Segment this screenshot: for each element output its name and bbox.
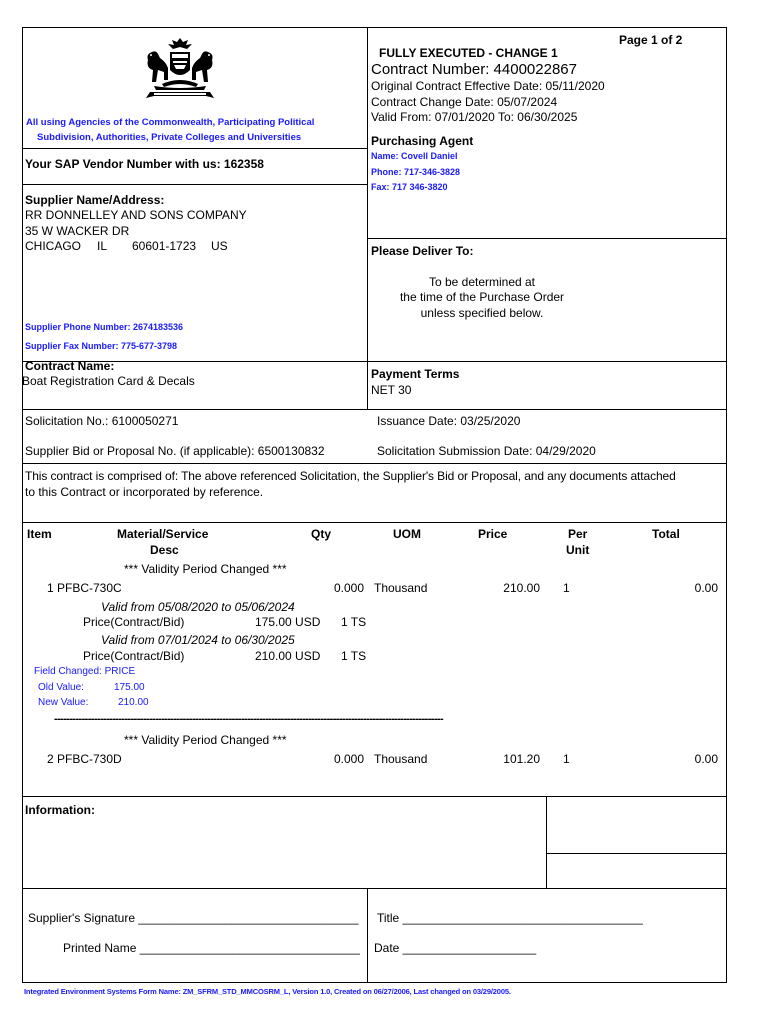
item-2-qty: 0.000	[334, 752, 365, 766]
item-separator: -------------------------------------------------------------------------------------------------------------------------------	[54, 713, 444, 725]
valid-period: Valid From: 07/01/2020 To: 06/30/2025	[371, 110, 578, 124]
deliver-line-1: To be determined at	[428, 275, 536, 289]
header-material: Material/Service	[117, 527, 209, 541]
item-2-price: 101.20	[503, 752, 540, 766]
information-heading: Information:	[25, 803, 95, 817]
item-1-period-2-amount: 210.00 USD	[255, 649, 321, 663]
rule-info-right	[546, 853, 727, 854]
supplier-street: 35 W WACKER DR	[25, 224, 130, 238]
item-2-per: 1	[563, 752, 570, 766]
item-1-price: 210.00	[503, 581, 540, 595]
frame-bottom	[22, 982, 727, 983]
rule-right-agent	[367, 238, 727, 239]
bid-proposal-number: Supplier Bid or Proposal No. (if applicable): 6500130832	[25, 444, 325, 458]
rule-solicitation	[22, 409, 727, 410]
deliver-to-heading: Please Deliver To:	[371, 244, 474, 258]
item-1-period-2-label: Price(Contract/Bid)	[83, 649, 185, 663]
item-1-new-value: 210.00	[118, 697, 149, 708]
issuance-date: Issuance Date: 03/25/2020	[377, 414, 521, 428]
supplier-zip: 60601-1723	[132, 239, 197, 253]
item-1-period-1-label: Price(Contract/Bid)	[83, 615, 185, 629]
purchasing-agent-heading: Purchasing Agent	[371, 134, 474, 148]
deliver-line-2: the time of the Purchase Order	[399, 290, 565, 304]
header-total: Total	[652, 527, 680, 541]
commonwealth-seal-icon	[140, 36, 220, 104]
item-1-new-label: New Value:	[38, 697, 89, 708]
agencies-line-2: Subdivision, Authorities, Private Colleges and Universities	[37, 132, 302, 143]
supplier-heading: Supplier Name/Address:	[25, 193, 165, 207]
item-1-old-value: 175.00	[114, 682, 145, 693]
rule-comprised	[22, 463, 727, 464]
title-line: Title ____________________________________	[377, 911, 643, 925]
supplier-phone: Supplier Phone Number: 2674183536	[25, 322, 184, 332]
item-1-period-2-valid: Valid from 07/01/2024 to 06/30/2025	[101, 633, 295, 647]
item-1-field-changed: Field Changed: PRICE	[34, 666, 136, 677]
item-2-total: 0.00	[694, 752, 718, 766]
supplier-signature-line: Supplier's Signature _________________________________	[28, 911, 359, 925]
supplier-city: CHICAGO	[25, 239, 82, 253]
rule-info	[22, 796, 727, 797]
date-line: Date ____________________	[374, 941, 537, 955]
header-price: Price	[478, 527, 508, 541]
frame-right	[726, 27, 727, 983]
contract-change-date: Contract Change Date: 05/07/2024	[371, 95, 558, 109]
payment-terms-heading: Payment Terms	[371, 367, 460, 381]
divider-info	[546, 796, 547, 889]
item-1-total: 0.00	[694, 581, 718, 595]
frame-top	[22, 27, 727, 28]
supplier-name: RR DONNELLEY AND SONS COMPANY	[25, 208, 247, 222]
frame-left	[22, 27, 23, 983]
item-1-qty: 0.000	[334, 581, 365, 595]
item-1-uom: Thousand	[374, 581, 428, 595]
divider-upper-mid	[367, 27, 368, 409]
rule-left-vendor	[22, 184, 368, 185]
item-2-line: 2 PFBC-730D	[47, 752, 122, 766]
printed-name-line: Printed Name _________________________________	[63, 941, 360, 955]
item-2-validity: *** Validity Period Changed ***	[124, 733, 287, 747]
item-1-line: 1 PFBC-730C	[47, 581, 122, 595]
item-1-period-1-amount: 175.00 USD	[255, 615, 321, 629]
item-1-period-1-unit: 1 TS	[341, 615, 367, 629]
item-1-per: 1	[563, 581, 570, 595]
form-footer: Integrated Environment Systems Form Name: ZM_SFRM_STD_MMCOSRM_L, Version 1.0, Created on 06/27/2006, Last changed on 03/29/2005.	[24, 987, 511, 996]
supplier-state: IL	[97, 239, 108, 253]
divider-signatures	[367, 888, 368, 983]
rule-contract-name	[22, 361, 727, 362]
solicitation-number: Solicitation No.: 6100050271	[25, 414, 179, 428]
agencies-line-1: All using Agencies of the Commonwealth, Participating Political	[26, 117, 315, 128]
header-uom: UOM	[393, 527, 421, 541]
item-1-period-2-unit: 1 TS	[341, 649, 367, 663]
contract-number: Contract Number: 4400022867	[371, 61, 577, 78]
comprised-line-2: to this Contract or incorporated by reference.	[25, 485, 264, 499]
header-qty: Qty	[311, 527, 332, 541]
supplier-fax: Supplier Fax Number: 775-677-3798	[25, 341, 178, 351]
submission-date: Solicitation Submission Date: 04/29/2020	[377, 444, 596, 458]
execution-status: FULLY EXECUTED - CHANGE 1	[379, 46, 558, 60]
deliver-line-3: unless specified below.	[420, 306, 544, 320]
header-item: Item	[27, 527, 52, 541]
agent-phone: Phone: 717-346-3828	[371, 167, 461, 177]
comprised-line-1: This contract is comprised of: The above referenced Solicitation, the Supplier's Bid or Proposal, and any documents attached	[25, 469, 676, 483]
contract-name-heading: Contract Name:	[25, 359, 115, 373]
header-desc: Desc	[150, 543, 179, 557]
item-1-validity: *** Validity Period Changed ***	[124, 562, 287, 576]
item-1-old-label: Old Value:	[38, 682, 84, 693]
agent-fax: Fax: 717 346-3820	[371, 182, 448, 192]
header-unit: Unit	[566, 543, 590, 557]
rule-table-header	[22, 522, 727, 523]
header-per: Per	[568, 527, 588, 541]
sap-vendor-number: Your SAP Vendor Number with us: 162358	[25, 157, 264, 171]
payment-terms-value: NET 30	[371, 383, 412, 397]
item-1-period-1-valid: Valid from 05/08/2020 to 05/06/2024	[101, 600, 295, 614]
item-2-uom: Thousand	[374, 752, 428, 766]
contract-name-value: Boat Registration Card & Decals	[22, 374, 195, 388]
original-effective-date: Original Contract Effective Date: 05/11/2020	[371, 79, 605, 93]
supplier-country: US	[211, 239, 228, 253]
rule-signatures	[22, 888, 727, 889]
rule-left-agencies	[22, 148, 368, 149]
page-number: Page 1 of 2	[619, 33, 683, 47]
agent-name: Name: Covell Daniel	[371, 151, 458, 161]
